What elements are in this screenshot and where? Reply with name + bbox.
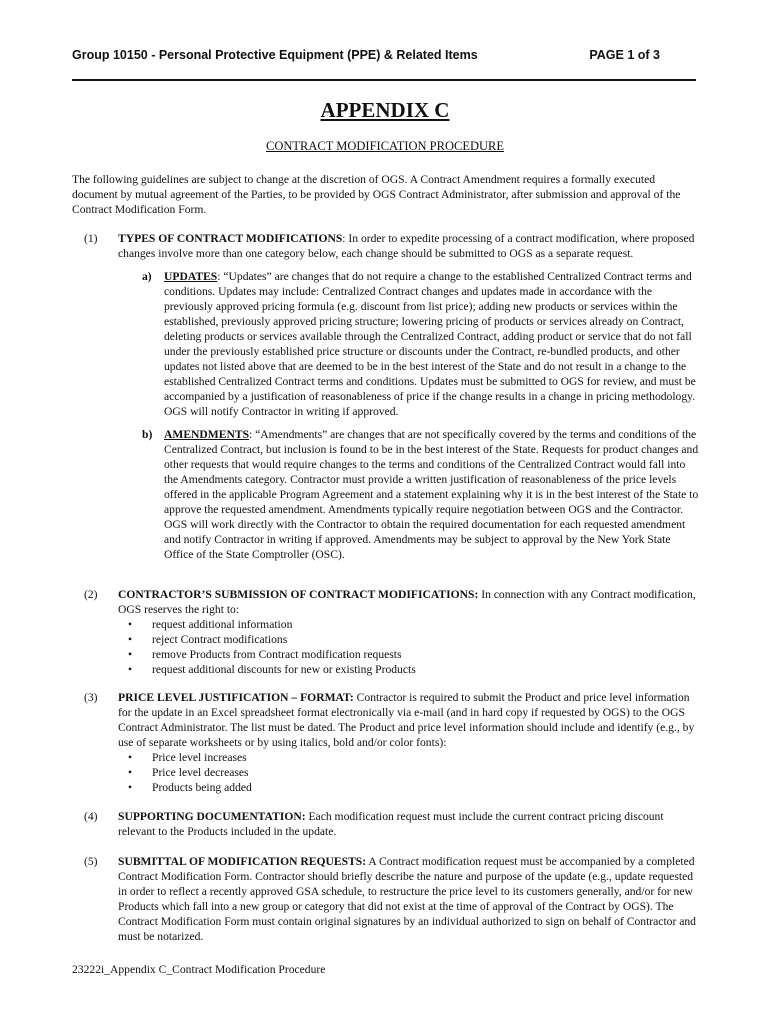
section-3: [72, 690, 700, 795]
intro-paragraph: The following guidelines are subject to change at the discretion of OGS. A Contract Amendment requires a formally executed document by mutual agreement of the Parties, to be provided by OGS Contract Administrator, after submission and approval of the Contract Modification Form.: [72, 173, 681, 216]
list-item: [118, 632, 700, 647]
bullet-icon: •: [128, 663, 133, 676]
list-item: [118, 765, 700, 780]
list-item: [118, 662, 700, 677]
section-1: [72, 231, 700, 562]
section-body: [118, 690, 700, 795]
section-heading: TYPES OF CONTRACT MODIFICATIONS: [118, 232, 343, 245]
list-item-text: Price level decreases: [152, 766, 249, 779]
bullet-icon: •: [128, 766, 133, 779]
list-item-text: reject Contract modifications: [152, 633, 288, 646]
section-heading: SUPPORTING DOCUMENTATION:: [118, 810, 306, 823]
bullet-icon: •: [128, 648, 133, 661]
section-number: (2): [84, 588, 98, 601]
list-item: [118, 750, 700, 765]
section-heading: SUBMITTAL OF MODIFICATION REQUESTS:: [118, 855, 367, 868]
list-item: [118, 617, 700, 632]
appendix-subtitle: CONTRACT MODIFICATION PROCEDURE: [266, 139, 504, 153]
appendix-title: APPENDIX C: [320, 98, 450, 122]
bullet-icon: •: [128, 781, 133, 794]
list-item-text: request additional discounts for new or existing Products: [152, 663, 416, 676]
section-number: (5): [84, 855, 98, 868]
section-heading: CONTRACTOR’S SUBMISSION OF CONTRACT MODIFICATIONS:: [118, 588, 479, 601]
header-group-title: Group 10150 - Personal Protective Equipment (PPE) & Related Items: [72, 48, 478, 62]
list-item: [118, 647, 700, 662]
list-item-text: Price level increases: [152, 751, 247, 764]
section-text: In connection with any Contract modification, OGS reserves the right to:: [118, 588, 696, 616]
bullet-icon: •: [128, 751, 133, 764]
subsection-updates: [142, 269, 700, 419]
section-4: [72, 809, 700, 839]
subsection-text: : “Updates” are changes that do not require a change to the established Centralized Contract terms and conditions. Updates may include: Centralized Contract changes and updates made in accordance with the previously approved pricing formula (e.g. discount from list price); adding new products or services within the established, previously approved pricing structure; lowering pricing of products or services already on Contract, deleting products or services available through the Centralized Contract, adding product or service that do not fall under the previously established price structure or discounts under the Contract, re-bundled products, and other updates not listed above that are deemed to be in the best interest of the State and do not result in a change to the established Centralized Contract terms and conditions. Updates must be submitted to OGS for review, and must be accompanied by a justification of reasonableness of price if the change results in a change in pricing methodology. OGS will notify Contractor in writing if approved.: [164, 270, 696, 418]
section-heading: PRICE LEVEL JUSTIFICATION – FORMAT:: [118, 691, 354, 704]
list-item-text: remove Products from Contract modification requests: [152, 648, 402, 661]
section-body: [118, 231, 700, 562]
section-body: [118, 587, 700, 677]
bullet-icon: •: [128, 618, 133, 631]
list-item: [118, 780, 700, 795]
section-2: [72, 587, 700, 677]
subsection-letter: b): [142, 428, 153, 441]
section-body: [118, 809, 700, 839]
bullet-list: [118, 750, 700, 795]
header-rule: [72, 79, 696, 81]
subsection-heading: UPDATES: [164, 270, 218, 283]
subsection-text: : “Amendments” are changes that are not specifically covered by the terms and conditions of the Centralized Contract, but inclusion is found to be in the best interest of the State. Requests for product changes and other requests that would require changes to the terms and conditions of the Centralized Contract would fall into the Amendments category. Contractor must provide a written justification of reasonableness of the price levels offered in the applicable Program Agreement and a statement explaining why it is in the best interest of the State to approve the requested amendment. Amendments typically require negotiation between OGS and the Contractor. OGS will work directly with the Contractor to obtain the required documentation for each requested amendment and notify Contractor in writing if approved. Amendments may be subject to approval by the New York State Office of the State Comptroller (OSC).: [164, 428, 699, 561]
subsection-heading: AMENDMENTS: [164, 428, 250, 441]
subsection-letter: a): [142, 270, 152, 283]
section-number: (3): [84, 691, 98, 704]
subsection-amendments: [142, 427, 700, 562]
section-text: Each modification request must include the current contract pricing discount relevant to the Products included in the update.: [118, 810, 664, 838]
section-text: Contractor is required to submit the Product and price level information for the update in an Excel spreadsheet format electronically via e-mail (and in hard copy if requested by OGS) to the OGS Contract Administrator. The list must be dated. The Product and price level information should include and identify (e.g., by use of separate worksheets or by using italics, bold and/or color fonts):: [118, 691, 695, 749]
section-number: (1): [84, 232, 98, 245]
header-page-number: PAGE 1 of 3: [589, 48, 660, 62]
section-5: [72, 854, 700, 944]
page-footer: 23222i_Appendix C_Contract Modification Procedure: [72, 963, 326, 976]
section-body: [118, 854, 700, 944]
bullet-icon: •: [128, 633, 133, 646]
section-text: A Contract modification request must be accompanied by a completed Contract Modification Form. Contractor should briefly describe the nature and purpose of the update (e.g., update requested in order to reflect a recently approved GSA schedule, to restructure the price level to its customers generally, and/or for new Products which fall into a new group or category that did not exist at the time of approval of the Contract by OGS). The Contract Modification Form must contain original signatures by an individual authorized to sign on behalf of Contractor and must be notarized.: [118, 855, 696, 943]
section-number: (4): [84, 810, 98, 823]
bullet-list: [118, 617, 700, 677]
section-text: : In order to expedite processing of a contract modification, where proposed changes involve more than one category below, each change should be submitted to OGS as a separate request.: [118, 232, 695, 260]
list-item-text: Products being added: [152, 781, 252, 794]
list-item-text: request additional information: [152, 618, 293, 631]
